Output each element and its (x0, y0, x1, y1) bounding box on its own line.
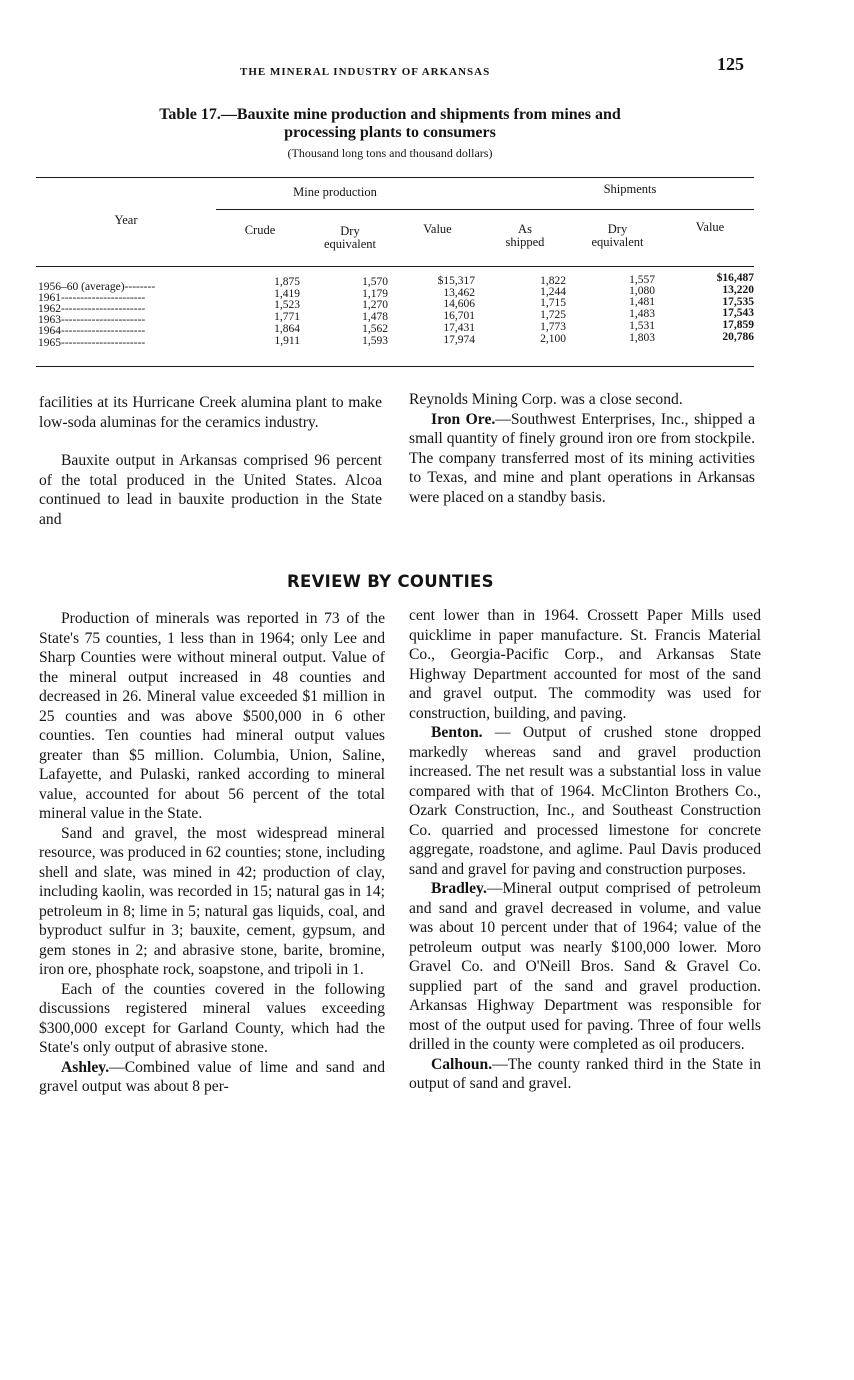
cell-crude: 1,875 (274, 276, 300, 288)
paragraph (39, 1058, 385, 1097)
cell-ship-value: $16,487 (716, 272, 754, 284)
paragraph: Sand and gravel, the most widespread mineral resource, was produced in 62 counties; stone, including shell and slate, was mined in 42; production of clay, including kaolin, was recorded in 15; natural gas in 14; petroleum in 8; lime in 5; natural gas liquids, coal, and byproduct sulfur in 3; bauxite, cement, gypsum, and gem stones in 2; and abrasive stone, barite, bromine, iron ore, phosphate rock, soapstone, and tripoli in 1. (39, 824, 386, 978)
lower-right-column (409, 606, 761, 1094)
cell-year: 1965---------------------- (38, 337, 146, 349)
cell-shipped: 1,773 (540, 321, 566, 333)
paragraph: Reynolds Mining Corp. was a close second. (409, 391, 683, 408)
cell-year: 1961---------------------- (38, 292, 146, 304)
cell-ship-dry: 1,481 (629, 296, 655, 308)
run-in-heading: Iron Ore. (431, 410, 496, 428)
cell-ship-value: 13,220 (722, 284, 754, 296)
upper-right-column (409, 390, 755, 507)
section-heading: REVIEW BY COUNTIES (287, 572, 494, 591)
cell-crude: 1,523 (274, 299, 300, 311)
cell-ship-dry: 1,483 (629, 308, 655, 320)
cell-ship-value: 17,859 (722, 319, 754, 331)
header-dry-1-line2: equivalent (323, 237, 377, 251)
cell-ship-dry: 1,803 (629, 332, 655, 344)
cell-crude: 1,419 (274, 288, 300, 300)
run-in-heading: Calhoun. (431, 1055, 493, 1073)
run-in-heading: Benton. (431, 724, 483, 741)
paragraph-text: —Southwest Enterprises, Inc., shipped a small quantity of finely ground iron ore from stockpile. The company transferred most of its mining activities to Texas, and mine and plant operations in Arkansas were placed on a standby basis. (409, 410, 755, 506)
paragraph: facilities at its Hurricane Creek alumina plant to make low-soda aluminas for the ceramics industry. (39, 394, 382, 431)
cell-ship-dry: 1,531 (629, 320, 655, 332)
cell-crude: 1,911 (274, 335, 300, 347)
header-mine-production: Mine production (293, 185, 377, 199)
cell-shipped: 1,725 (540, 309, 566, 321)
paragraph-text: —The county ranked third in the State in output of sand and gravel. (409, 1055, 761, 1092)
cell-year: 1963---------------------- (38, 314, 146, 326)
header-value-2: Value (695, 220, 725, 234)
upper-left-column (39, 393, 382, 529)
cell-value: 16,701 (443, 310, 475, 322)
header-as-shipped-line1: As (518, 222, 532, 236)
paragraph: Production of minerals was reported in 73 of the State's 75 counties, 1 less than in 1964; only Lee and Sharp Counties were without mineral output. Value of the mineral output increased in 48 counties and decreased in 26. Mineral value exceeded $1 million in 25 counties and was above $500,000 in 6 other counties. Ten counties had mineral output values greater than $5 million. Columbia, Union, Saline, Lafayette, and Pulaski, ranked according to mineral value, accounted for about 56 percent of the total mineral value in the State. (39, 610, 385, 822)
cell-shipped: 1,822 (540, 275, 566, 287)
cell-ship-value: 17,535 (722, 296, 754, 308)
header-as-shipped (490, 223, 560, 249)
header-year: Year (114, 213, 138, 227)
cell-value: 13,462 (443, 287, 475, 299)
run-in-heading: Ashley. (61, 1058, 110, 1076)
cell-value: 17,974 (443, 334, 475, 346)
cell-value: 14,606 (443, 298, 475, 310)
cell-dry: 1,570 (362, 276, 388, 288)
header-crude: Crude (244, 223, 276, 237)
cell-crude: 1,771 (274, 311, 300, 323)
cell-crude: 1,864 (274, 323, 300, 335)
cell-value: 17,431 (443, 322, 475, 334)
paragraph: cent lower than in 1964. Crossett Paper Mills used quicklime in paper manufacture. St. Francis Material Co., Georgia-Pacific Corp., and Arkansas State Highway Department accounted for most of the sand and gravel output. The commodity was used for construction, building, and paving. (409, 607, 761, 722)
paragraph (409, 410, 755, 508)
paragraph-text: —Combined value of lime and sand and gravel output was about 8 per- (39, 1058, 385, 1095)
header-shipments: Shipments (603, 182, 657, 196)
cell-shipped: 2,100 (540, 333, 566, 345)
page-number: 125 (717, 54, 744, 74)
run-in-heading: Bradley. (431, 880, 487, 897)
paragraph-text: —Mineral output comprised of petroleum and sand and gravel decreased in volume, and value was about 10 percent under that of 1964; value of the petroleum output was nearly $100,000 lower. Moro Gravel Co. and O'Neill Bros. Sand & Gravel Co. supplied part of the sand and gravel production. Arkansas Highway Department was responsible for most of the output used for paving. Three of four wells drilled in the county were completed as oil producers. (409, 880, 761, 1053)
cell-dry: 1,179 (362, 288, 388, 300)
paragraph: Bauxite output in Arkansas comprised 96 percent of the total produced in the United States. Alcoa continued to lead in bauxite production in the State and (39, 452, 382, 528)
table-title-line1: Table 17.—Bauxite mine production and shipments from mines and (159, 106, 621, 123)
header-dry-equivalent-2 (570, 223, 665, 249)
cell-year: 1964---------------------- (38, 325, 146, 337)
paragraph (409, 723, 761, 879)
cell-dry: 1,270 (362, 299, 388, 311)
running-head: THE MINERAL INDUSTRY OF ARKANSAS (240, 66, 491, 78)
cell-ship-dry: 1,080 (629, 285, 655, 297)
paragraph-text: — Output of crushed stone dropped markedly whereas sand and gravel production increased. The net result was a substantial loss in value compared with that of 1964. McClinton Brothers Co., Ozark Construction, Inc., and Southeast Construction Co. quarried and processed limestone for concrete aggregate, roadstone, and aglime. Paul Davis produced sand and gravel for paving and construction purposes. (409, 724, 761, 878)
table-header-rule (36, 266, 754, 267)
paragraph (409, 1055, 761, 1094)
paragraph (409, 879, 761, 1055)
header-dry-1-line1: Dry (340, 224, 360, 238)
header-dry-equivalent-1 (300, 225, 400, 251)
table-group-rule (216, 209, 754, 210)
cell-year: 1956–60 (average)-------- (38, 281, 156, 293)
table-subtitle: (Thousand long tons and thousand dollars) (287, 146, 493, 160)
paragraph: Each of the counties covered in the following discussions registered mineral values exceeding $300,000 except for Garland County, which had the State's only output of abrasive stone. (39, 980, 385, 1056)
header-value-1: Value (423, 222, 452, 236)
table-bottom-rule (36, 366, 754, 367)
header-dry-2-line1: Dry (607, 222, 628, 236)
cell-dry: 1,562 (362, 323, 388, 335)
header-as-shipped-line2: shipped (505, 235, 545, 249)
table-top-rule (36, 177, 754, 178)
cell-shipped: 1,715 (540, 297, 566, 309)
cell-shipped: 1,244 (540, 286, 566, 298)
cell-ship-dry: 1,557 (629, 274, 655, 286)
cell-year: 1962---------------------- (38, 303, 146, 315)
lower-left-column (39, 609, 385, 1097)
cell-ship-value: 17,543 (722, 307, 754, 319)
cell-value: $15,317 (437, 275, 475, 287)
table-title-line2: processing plants to consumers (284, 124, 496, 141)
cell-dry: 1,593 (362, 335, 388, 347)
cell-ship-value: 20,786 (722, 331, 754, 343)
cell-dry: 1,478 (362, 311, 388, 323)
table-title (100, 106, 680, 142)
header-dry-2-line2: equivalent (591, 235, 644, 249)
